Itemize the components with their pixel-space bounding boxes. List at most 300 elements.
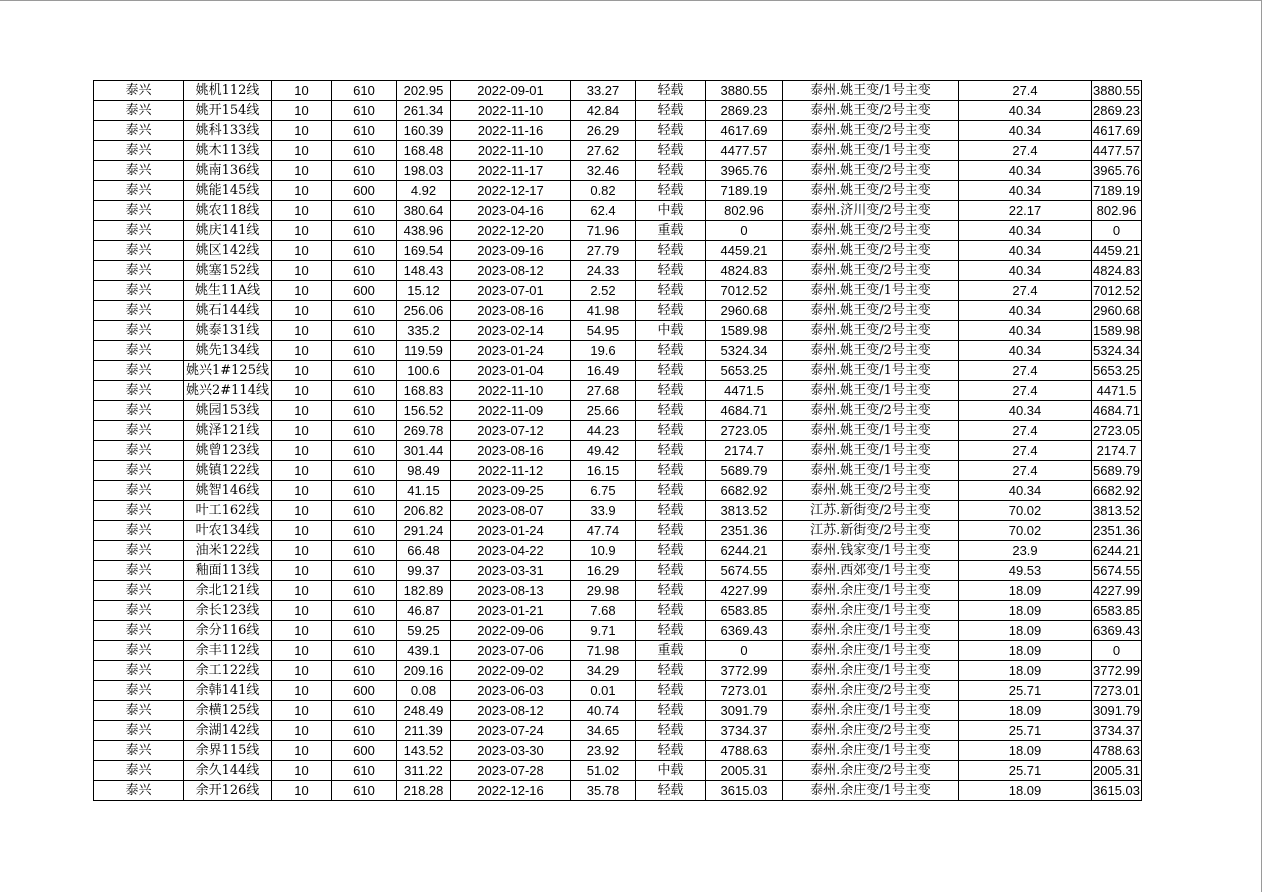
available-capacity-cell: 4824.83	[706, 261, 783, 281]
table-row	[94, 121, 1142, 141]
transformer-load-cell: 25.71	[959, 721, 1092, 741]
date-cell: 2022-11-16	[451, 121, 571, 141]
capacity-cell: 5674.55	[1092, 561, 1142, 581]
date-cell: 2022-11-10	[451, 381, 571, 401]
table-row	[94, 701, 1142, 721]
main-transformer-cell: 泰州.余庄变/2号主变	[783, 761, 959, 781]
load-status-cell: 中载	[636, 761, 706, 781]
available-capacity-cell: 2005.31	[706, 761, 783, 781]
current-load-cell: 100.6	[397, 361, 451, 381]
date-cell: 2023-08-12	[451, 261, 571, 281]
county-cell: 泰兴	[94, 461, 184, 481]
rated-current-cell: 600	[332, 681, 397, 701]
voltage-cell: 10	[272, 661, 332, 681]
table-row	[94, 541, 1142, 561]
load-status-cell: 轻载	[636, 481, 706, 501]
capacity-cell: 5689.79	[1092, 461, 1142, 481]
main-transformer-cell: 泰州.姚王变/1号主变	[783, 381, 959, 401]
line-name-cell: 姚科133线	[184, 121, 272, 141]
capacity-cell: 3813.52	[1092, 501, 1142, 521]
transformer-load-cell: 40.34	[959, 221, 1092, 241]
table-body	[94, 81, 1142, 801]
rated-current-cell: 610	[332, 121, 397, 141]
voltage-cell: 10	[272, 721, 332, 741]
county-cell: 泰兴	[94, 221, 184, 241]
load-status-cell: 轻载	[636, 121, 706, 141]
county-cell: 泰兴	[94, 681, 184, 701]
current-load-cell: 261.34	[397, 101, 451, 121]
load-rate-cell: 9.71	[571, 621, 636, 641]
transformer-load-cell: 27.4	[959, 141, 1092, 161]
available-capacity-cell: 4788.63	[706, 741, 783, 761]
main-transformer-cell: 泰州.姚王变/1号主变	[783, 141, 959, 161]
transformer-load-cell: 70.02	[959, 501, 1092, 521]
transformer-load-cell: 18.09	[959, 701, 1092, 721]
date-cell: 2022-11-10	[451, 141, 571, 161]
main-transformer-cell: 泰州.姚王变/2号主变	[783, 261, 959, 281]
date-cell: 2023-01-24	[451, 521, 571, 541]
voltage-cell: 10	[272, 461, 332, 481]
capacity-cell: 4617.69	[1092, 121, 1142, 141]
voltage-cell: 10	[272, 81, 332, 101]
load-rate-cell: 42.84	[571, 101, 636, 121]
transformer-load-cell: 25.71	[959, 681, 1092, 701]
table-row	[94, 381, 1142, 401]
table-row	[94, 761, 1142, 781]
line-name-cell: 姚先134线	[184, 341, 272, 361]
table-row	[94, 81, 1142, 101]
load-rate-cell: 32.46	[571, 161, 636, 181]
table-row	[94, 181, 1142, 201]
line-name-cell: 姚区142线	[184, 241, 272, 261]
table-row	[94, 721, 1142, 741]
rated-current-cell: 610	[332, 561, 397, 581]
voltage-cell: 10	[272, 581, 332, 601]
table-row	[94, 481, 1142, 501]
current-load-cell: 99.37	[397, 561, 451, 581]
current-load-cell: 0.08	[397, 681, 451, 701]
main-transformer-cell: 泰州.姚王变/1号主变	[783, 421, 959, 441]
load-rate-cell: 34.29	[571, 661, 636, 681]
available-capacity-cell: 2174.7	[706, 441, 783, 461]
line-name-cell: 油米122线	[184, 541, 272, 561]
date-cell: 2023-01-21	[451, 601, 571, 621]
transformer-load-cell: 40.34	[959, 321, 1092, 341]
available-capacity-cell: 2960.68	[706, 301, 783, 321]
rated-current-cell: 610	[332, 381, 397, 401]
load-status-cell: 轻载	[636, 81, 706, 101]
load-rate-cell: 24.33	[571, 261, 636, 281]
date-cell: 2022-11-17	[451, 161, 571, 181]
current-load-cell: 156.52	[397, 401, 451, 421]
line-name-cell: 余长123线	[184, 601, 272, 621]
current-load-cell: 438.96	[397, 221, 451, 241]
load-rate-cell: 27.79	[571, 241, 636, 261]
available-capacity-cell: 3734.37	[706, 721, 783, 741]
capacity-cell: 4477.57	[1092, 141, 1142, 161]
county-cell: 泰兴	[94, 361, 184, 381]
table-row	[94, 301, 1142, 321]
county-cell: 泰兴	[94, 381, 184, 401]
capacity-cell: 2174.7	[1092, 441, 1142, 461]
county-cell: 泰兴	[94, 541, 184, 561]
available-capacity-cell: 3813.52	[706, 501, 783, 521]
capacity-cell: 3615.03	[1092, 781, 1142, 801]
main-transformer-cell: 泰州.西郊变/1号主变	[783, 561, 959, 581]
main-transformer-cell: 泰州.余庄变/1号主变	[783, 601, 959, 621]
main-transformer-cell: 泰州.余庄变/2号主变	[783, 681, 959, 701]
load-status-cell: 轻载	[636, 701, 706, 721]
voltage-cell: 10	[272, 481, 332, 501]
table-row	[94, 561, 1142, 581]
transformer-load-cell: 23.9	[959, 541, 1092, 561]
available-capacity-cell: 2351.36	[706, 521, 783, 541]
transformer-load-cell: 27.4	[959, 381, 1092, 401]
date-cell: 2023-08-16	[451, 301, 571, 321]
load-status-cell: 轻载	[636, 101, 706, 121]
main-transformer-cell: 泰州.姚王变/1号主变	[783, 441, 959, 461]
voltage-cell: 10	[272, 381, 332, 401]
transformer-load-cell: 40.34	[959, 261, 1092, 281]
voltage-cell: 10	[272, 421, 332, 441]
line-name-cell: 姚木113线	[184, 141, 272, 161]
line-name-cell: 余久144线	[184, 761, 272, 781]
rated-current-cell: 610	[332, 141, 397, 161]
load-rate-cell: 10.9	[571, 541, 636, 561]
available-capacity-cell: 5674.55	[706, 561, 783, 581]
load-status-cell: 轻载	[636, 721, 706, 741]
rated-current-cell: 610	[332, 401, 397, 421]
main-transformer-cell: 泰州.姚王变/2号主变	[783, 221, 959, 241]
transformer-load-cell: 27.4	[959, 441, 1092, 461]
voltage-cell: 10	[272, 501, 332, 521]
load-status-cell: 轻载	[636, 301, 706, 321]
load-rate-cell: 26.29	[571, 121, 636, 141]
transformer-load-cell: 49.53	[959, 561, 1092, 581]
capacity-cell: 0	[1092, 641, 1142, 661]
load-rate-cell: 23.92	[571, 741, 636, 761]
current-load-cell: 198.03	[397, 161, 451, 181]
date-cell: 2023-06-03	[451, 681, 571, 701]
current-load-cell: 119.59	[397, 341, 451, 361]
transformer-load-cell: 18.09	[959, 781, 1092, 801]
main-transformer-cell: 泰州.济川变/2号主变	[783, 201, 959, 221]
line-name-cell: 叶工162线	[184, 501, 272, 521]
date-cell: 2022-12-16	[451, 781, 571, 801]
current-load-cell: 143.52	[397, 741, 451, 761]
load-status-cell: 轻载	[636, 741, 706, 761]
county-cell: 泰兴	[94, 141, 184, 161]
date-cell: 2023-08-12	[451, 701, 571, 721]
load-status-cell: 轻载	[636, 461, 706, 481]
date-cell: 2022-11-10	[451, 101, 571, 121]
table-row	[94, 321, 1142, 341]
date-cell: 2023-08-16	[451, 441, 571, 461]
current-load-cell: 202.95	[397, 81, 451, 101]
date-cell: 2023-01-24	[451, 341, 571, 361]
current-load-cell: 148.43	[397, 261, 451, 281]
line-name-cell: 余湖142线	[184, 721, 272, 741]
voltage-cell: 10	[272, 301, 332, 321]
load-rate-cell: 71.98	[571, 641, 636, 661]
county-cell: 泰兴	[94, 641, 184, 661]
available-capacity-cell: 1589.98	[706, 321, 783, 341]
transformer-load-cell: 18.09	[959, 741, 1092, 761]
feeder-load-table	[93, 80, 1142, 801]
table-row	[94, 201, 1142, 221]
transformer-load-cell: 40.34	[959, 101, 1092, 121]
county-cell: 泰兴	[94, 581, 184, 601]
line-name-cell: 姚泰131线	[184, 321, 272, 341]
load-rate-cell: 27.62	[571, 141, 636, 161]
county-cell: 泰兴	[94, 161, 184, 181]
load-rate-cell: 0.01	[571, 681, 636, 701]
table-row	[94, 281, 1142, 301]
line-name-cell: 姚农118线	[184, 201, 272, 221]
line-name-cell: 余北121线	[184, 581, 272, 601]
table-row	[94, 101, 1142, 121]
transformer-load-cell: 40.34	[959, 181, 1092, 201]
date-cell: 2023-04-22	[451, 541, 571, 561]
load-status-cell: 轻载	[636, 241, 706, 261]
county-cell: 泰兴	[94, 701, 184, 721]
available-capacity-cell: 6369.43	[706, 621, 783, 641]
table-row	[94, 461, 1142, 481]
load-rate-cell: 62.4	[571, 201, 636, 221]
line-name-cell: 姚庆141线	[184, 221, 272, 241]
available-capacity-cell: 3091.79	[706, 701, 783, 721]
county-cell: 泰兴	[94, 421, 184, 441]
load-status-cell: 中载	[636, 201, 706, 221]
rated-current-cell: 610	[332, 641, 397, 661]
rated-current-cell: 610	[332, 701, 397, 721]
voltage-cell: 10	[272, 601, 332, 621]
main-transformer-cell: 泰州.余庄变/1号主变	[783, 781, 959, 801]
current-load-cell: 46.87	[397, 601, 451, 621]
county-cell: 泰兴	[94, 781, 184, 801]
main-transformer-cell: 泰州.姚王变/2号主变	[783, 321, 959, 341]
current-load-cell: 168.83	[397, 381, 451, 401]
date-cell: 2022-11-09	[451, 401, 571, 421]
available-capacity-cell: 4459.21	[706, 241, 783, 261]
load-status-cell: 轻载	[636, 781, 706, 801]
rated-current-cell: 610	[332, 721, 397, 741]
rated-current-cell: 610	[332, 361, 397, 381]
date-cell: 2022-09-06	[451, 621, 571, 641]
load-status-cell: 重载	[636, 641, 706, 661]
rated-current-cell: 610	[332, 441, 397, 461]
county-cell: 泰兴	[94, 341, 184, 361]
capacity-cell: 7189.19	[1092, 181, 1142, 201]
current-load-cell: 256.06	[397, 301, 451, 321]
voltage-cell: 10	[272, 201, 332, 221]
voltage-cell: 10	[272, 541, 332, 561]
table-row	[94, 521, 1142, 541]
county-cell: 泰兴	[94, 121, 184, 141]
line-name-cell: 姚智146线	[184, 481, 272, 501]
date-cell: 2022-09-01	[451, 81, 571, 101]
capacity-cell: 4227.99	[1092, 581, 1142, 601]
rated-current-cell: 610	[332, 261, 397, 281]
transformer-load-cell: 40.34	[959, 341, 1092, 361]
rated-current-cell: 610	[332, 81, 397, 101]
main-transformer-cell: 泰州.姚王变/2号主变	[783, 481, 959, 501]
rated-current-cell: 610	[332, 241, 397, 261]
available-capacity-cell: 4684.71	[706, 401, 783, 421]
rated-current-cell: 610	[332, 221, 397, 241]
transformer-load-cell: 18.09	[959, 621, 1092, 641]
main-transformer-cell: 泰州.姚王变/1号主变	[783, 281, 959, 301]
voltage-cell: 10	[272, 741, 332, 761]
load-rate-cell: 16.29	[571, 561, 636, 581]
load-rate-cell: 51.02	[571, 761, 636, 781]
county-cell: 泰兴	[94, 401, 184, 421]
main-transformer-cell: 泰州.余庄变/1号主变	[783, 661, 959, 681]
voltage-cell: 10	[272, 561, 332, 581]
current-load-cell: 168.48	[397, 141, 451, 161]
capacity-cell: 3772.99	[1092, 661, 1142, 681]
main-transformer-cell: 泰州.姚王变/2号主变	[783, 301, 959, 321]
voltage-cell: 10	[272, 161, 332, 181]
capacity-cell: 7012.52	[1092, 281, 1142, 301]
date-cell: 2022-12-20	[451, 221, 571, 241]
rated-current-cell: 610	[332, 621, 397, 641]
transformer-load-cell: 40.34	[959, 401, 1092, 421]
rated-current-cell: 610	[332, 521, 397, 541]
rated-current-cell: 610	[332, 541, 397, 561]
capacity-cell: 5324.34	[1092, 341, 1142, 361]
main-transformer-cell: 泰州.姚王变/2号主变	[783, 181, 959, 201]
load-rate-cell: 35.78	[571, 781, 636, 801]
rated-current-cell: 610	[332, 581, 397, 601]
voltage-cell: 10	[272, 281, 332, 301]
date-cell: 2023-08-13	[451, 581, 571, 601]
county-cell: 泰兴	[94, 181, 184, 201]
voltage-cell: 10	[272, 621, 332, 641]
date-cell: 2023-02-14	[451, 321, 571, 341]
main-transformer-cell: 泰州.姚王变/1号主变	[783, 461, 959, 481]
available-capacity-cell: 4227.99	[706, 581, 783, 601]
date-cell: 2023-04-16	[451, 201, 571, 221]
capacity-cell: 2723.05	[1092, 421, 1142, 441]
current-load-cell: 160.39	[397, 121, 451, 141]
load-status-cell: 轻载	[636, 181, 706, 201]
date-cell: 2022-11-12	[451, 461, 571, 481]
line-name-cell: 姚园153线	[184, 401, 272, 421]
load-status-cell: 中载	[636, 321, 706, 341]
voltage-cell: 10	[272, 341, 332, 361]
load-rate-cell: 33.27	[571, 81, 636, 101]
county-cell: 泰兴	[94, 301, 184, 321]
main-transformer-cell: 泰州.姚王变/2号主变	[783, 121, 959, 141]
current-load-cell: 41.15	[397, 481, 451, 501]
available-capacity-cell: 7189.19	[706, 181, 783, 201]
date-cell: 2023-09-25	[451, 481, 571, 501]
line-name-cell: 姚能145线	[184, 181, 272, 201]
load-status-cell: 轻载	[636, 141, 706, 161]
table-row	[94, 661, 1142, 681]
line-name-cell: 余韩141线	[184, 681, 272, 701]
transformer-load-cell: 40.34	[959, 121, 1092, 141]
capacity-cell: 0	[1092, 221, 1142, 241]
line-name-cell: 姚机112线	[184, 81, 272, 101]
voltage-cell: 10	[272, 221, 332, 241]
load-status-cell: 轻载	[636, 521, 706, 541]
load-status-cell: 轻载	[636, 281, 706, 301]
line-name-cell: 姚泽121线	[184, 421, 272, 441]
load-status-cell: 轻载	[636, 501, 706, 521]
current-load-cell: 4.92	[397, 181, 451, 201]
date-cell: 2023-09-16	[451, 241, 571, 261]
current-load-cell: 218.28	[397, 781, 451, 801]
table-row	[94, 261, 1142, 281]
table-row	[94, 221, 1142, 241]
county-cell: 泰兴	[94, 501, 184, 521]
date-cell: 2023-08-07	[451, 501, 571, 521]
capacity-cell: 3091.79	[1092, 701, 1142, 721]
capacity-cell: 6244.21	[1092, 541, 1142, 561]
rated-current-cell: 610	[332, 301, 397, 321]
transformer-load-cell: 27.4	[959, 421, 1092, 441]
rated-current-cell: 610	[332, 501, 397, 521]
available-capacity-cell: 6583.85	[706, 601, 783, 621]
county-cell: 泰兴	[94, 521, 184, 541]
capacity-cell: 2869.23	[1092, 101, 1142, 121]
main-transformer-cell: 泰州.钱家变/1号主变	[783, 541, 959, 561]
current-load-cell: 169.54	[397, 241, 451, 261]
current-load-cell: 182.89	[397, 581, 451, 601]
load-rate-cell: 19.6	[571, 341, 636, 361]
load-rate-cell: 47.74	[571, 521, 636, 541]
line-name-cell: 姚兴1#125线	[184, 361, 272, 381]
load-status-cell: 轻载	[636, 401, 706, 421]
capacity-cell: 6682.92	[1092, 481, 1142, 501]
available-capacity-cell: 2869.23	[706, 101, 783, 121]
county-cell: 泰兴	[94, 601, 184, 621]
voltage-cell: 10	[272, 701, 332, 721]
load-rate-cell: 44.23	[571, 421, 636, 441]
current-load-cell: 66.48	[397, 541, 451, 561]
transformer-load-cell: 22.17	[959, 201, 1092, 221]
rated-current-cell: 600	[332, 181, 397, 201]
load-status-cell: 轻载	[636, 341, 706, 361]
voltage-cell: 10	[272, 401, 332, 421]
available-capacity-cell: 3772.99	[706, 661, 783, 681]
capacity-cell: 7273.01	[1092, 681, 1142, 701]
county-cell: 泰兴	[94, 561, 184, 581]
page-edge-top	[0, 0, 1262, 1]
table-row	[94, 161, 1142, 181]
available-capacity-cell: 802.96	[706, 201, 783, 221]
rated-current-cell: 610	[332, 461, 397, 481]
county-cell: 泰兴	[94, 281, 184, 301]
rated-current-cell: 610	[332, 201, 397, 221]
line-name-cell: 姚开154线	[184, 101, 272, 121]
current-load-cell: 269.78	[397, 421, 451, 441]
table-row	[94, 141, 1142, 161]
main-transformer-cell: 泰州.姚王变/1号主变	[783, 361, 959, 381]
county-cell: 泰兴	[94, 481, 184, 501]
voltage-cell: 10	[272, 521, 332, 541]
main-transformer-cell: 泰州.余庄变/1号主变	[783, 701, 959, 721]
county-cell: 泰兴	[94, 741, 184, 761]
line-name-cell: 姚南136线	[184, 161, 272, 181]
available-capacity-cell: 3880.55	[706, 81, 783, 101]
county-cell: 泰兴	[94, 441, 184, 461]
date-cell: 2023-07-01	[451, 281, 571, 301]
voltage-cell: 10	[272, 261, 332, 281]
current-load-cell: 15.12	[397, 281, 451, 301]
